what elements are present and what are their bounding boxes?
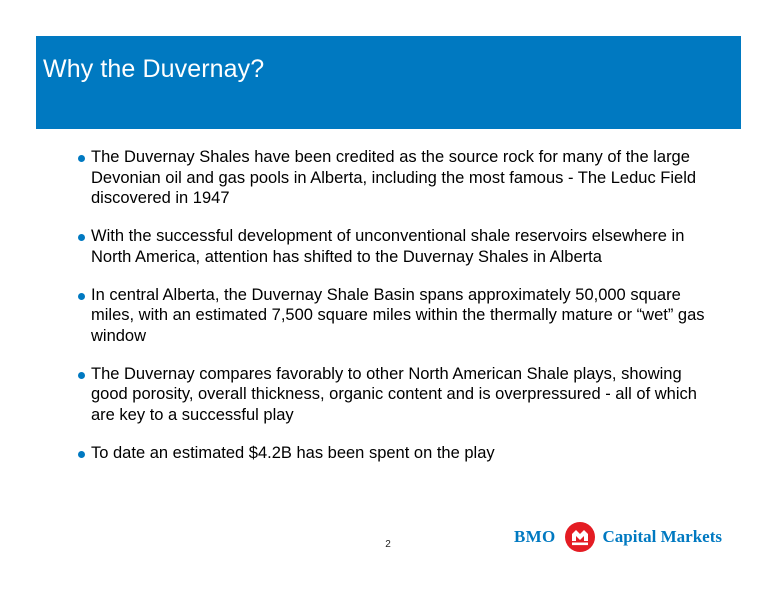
logo-bmo-text: BMO — [514, 527, 556, 546]
bullet-icon — [78, 234, 85, 241]
bmo-m-bar-icon — [569, 526, 591, 548]
bullet-icon — [78, 372, 85, 379]
bullet-icon — [78, 451, 85, 458]
bullet-text: The Duvernay Shales have been credited as the source rock for many of the large Devonian oil and gas pools in Alberta, including the most famous - The Leduc Field discovered in 1947 — [91, 148, 697, 207]
bullet-item — [78, 364, 718, 426]
bullet-item — [78, 226, 718, 267]
bullet-icon — [78, 293, 85, 300]
bullet-icon — [78, 155, 85, 162]
logo-capital-markets-text: Capital Markets — [602, 527, 722, 546]
bullet-text: In central Alberta, the Duvernay Shale Basin spans approximately 50,000 square miles, with an estimated 7,500 square miles within the thermally mature or “wet” gas window — [91, 285, 705, 345]
page-number: 2 — [385, 539, 391, 550]
bullet-item — [78, 285, 718, 347]
bmo-roundel-icon — [565, 522, 595, 552]
bullet-text: The Duvernay compares favorably to other North American Shale plays, showing good porosity, overall thickness, organic content and is overpressured - all of which are key to a successful play — [91, 364, 697, 424]
bullet-text: With the successful development of unconventional shale reservoirs elsewhere in North America, attention has shifted to the Duvernay Shales in Alberta — [91, 227, 685, 266]
bullet-item — [78, 443, 718, 464]
bullet-item — [78, 147, 718, 209]
bullet-list — [78, 147, 718, 481]
bmo-capital-markets-logo — [514, 520, 722, 554]
bullet-text: To date an estimated $4.2B has been spent on the play — [91, 443, 495, 462]
slide-title: Why the Duvernay? — [43, 55, 265, 83]
